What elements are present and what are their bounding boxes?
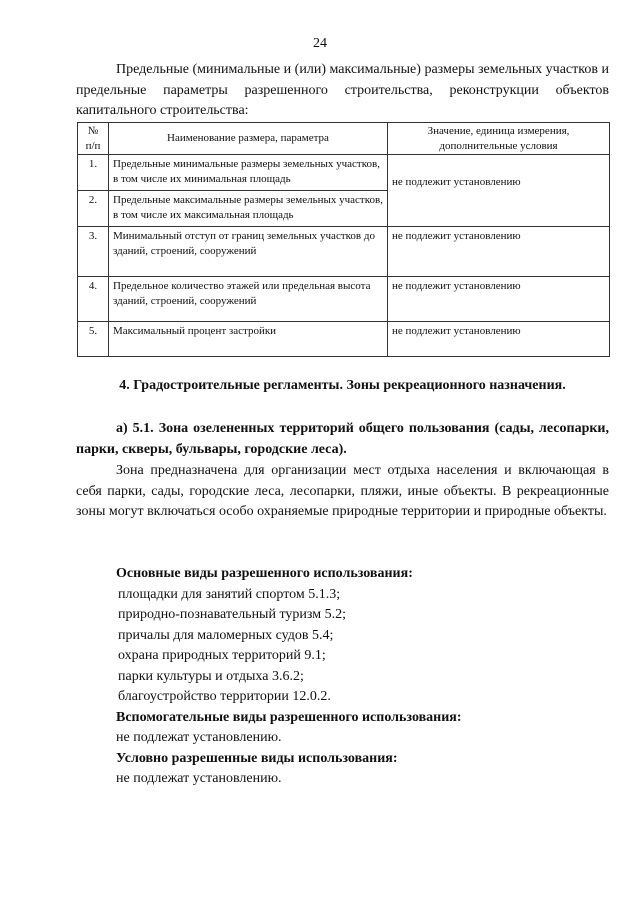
row-parameter-name: Максимальный процент застройки (109, 322, 388, 357)
col-header-number: № п/п (78, 123, 109, 155)
intro-paragraph: Предельные (минимальные и (или) максимальные) размеры земельных участков и предельные параметры разрешенного строительства, реконструкции объектов капитального строительства: (76, 62, 609, 118)
table-row (78, 277, 610, 322)
auxiliary-uses-heading: Вспомогательные виды разрешенного использования: (116, 709, 462, 725)
row-value: не подлежит установлению (388, 227, 610, 277)
table-header-row (78, 123, 610, 155)
row-number: 2. (78, 191, 109, 227)
row-value: не подлежит установлению (388, 155, 610, 227)
row-number: 5. (78, 322, 109, 357)
auxiliary-uses-text: не подлежат установлению. (116, 730, 282, 745)
col-header-name: Наименование размера, параметра (109, 123, 388, 155)
list-item: охрана природных территорий 9.1; (118, 648, 326, 663)
section-heading: 4. Градостроительные регламенты. Зоны рекреационного назначения. (119, 378, 566, 393)
permitted-uses (116, 564, 610, 790)
row-value: не подлежит установлению (388, 277, 610, 322)
page-number: 24 (313, 36, 327, 51)
row-number: 4. (78, 277, 109, 322)
row-parameter-name: Предельные минимальные размеры земельных участков, в том числе их минимальная площадь (109, 155, 388, 191)
list-item: причалы для маломерных судов 5.4; (118, 627, 334, 643)
row-parameter-name: Минимальный отступ от границ земельных участков до зданий, строений, сооружений (109, 227, 388, 277)
row-parameter-name: Предельные максимальные размеры земельных участков, в том числе их максимальная площадь (109, 191, 388, 227)
conditional-uses-text: не подлежат установлению. (116, 771, 282, 786)
zone-title: а) 5.1. Зона озелененных территорий общего пользования (сады, лесопарки, парки, скверы, бульвары, городские леса). (76, 421, 609, 457)
col-header-value: Значение, единица измерения, дополнительные условия (388, 123, 610, 155)
row-number: 1. (78, 155, 109, 191)
conditional-uses-heading: Условно разрешенные виды использования: (116, 750, 398, 766)
row-parameter-name: Предельное количество этажей или предельная высота зданий, строений, сооружений (109, 277, 388, 322)
list-item: парки культуры и отдыха 3.6.2; (118, 668, 304, 684)
parameters-table (77, 122, 610, 357)
table-row (78, 227, 610, 277)
zone-description: Зона предназначена для организации мест отдыха населения и включающая в себя парки, сады, городские леса, лесопарки, пляжи, иные объекты. В рекреационные зоны могут включаться особо охраняемые природные территории и природные объекты. (76, 463, 609, 519)
row-value: не подлежит установлению (388, 322, 610, 357)
list-item: площадки для занятий спортом 5.1.3; (118, 586, 341, 602)
table-row (78, 322, 610, 357)
row-number: 3. (78, 227, 109, 277)
main-uses-heading: Основные виды разрешенного использования: (116, 566, 413, 581)
list-item: природно-познавательный туризм 5.2; (118, 607, 346, 622)
table-row (78, 155, 610, 191)
list-item: благоустройство территории 12.0.2. (118, 689, 331, 704)
